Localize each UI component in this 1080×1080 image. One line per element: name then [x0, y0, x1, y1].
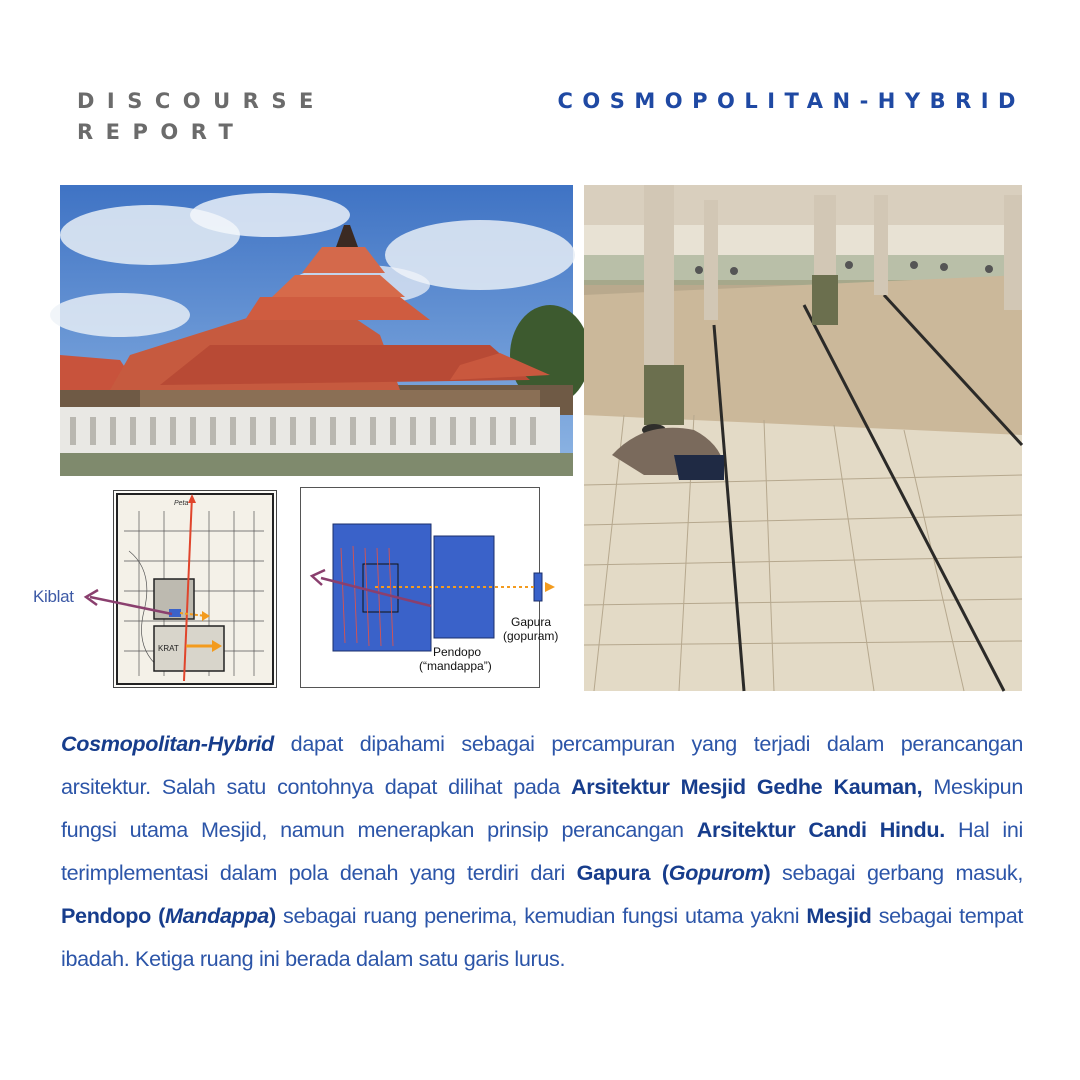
mosque-interior-photo: [584, 185, 1022, 691]
page-title: COSMOPOLITAN-HYBRID: [557, 89, 1025, 113]
text-span: Gopurom: [668, 860, 764, 885]
map-title: Peta: [174, 500, 189, 507]
report-label-line1: DISCOURSE: [77, 89, 326, 113]
gapura-label-line2: (gopuram): [503, 629, 559, 643]
term-cosmopolitan-hybrid: Cosmopolitan-Hybrid: [61, 731, 274, 756]
text-span: sebagai tempat ibadah. Ketiga ruang ini berada dalam satu garis lurus.: [61, 903, 1024, 971]
mosque-exterior-photo: [60, 185, 573, 476]
report-label: [77, 86, 326, 148]
term-mesjid: Mesjid: [806, 903, 872, 928]
text-span: Gapura (: [576, 860, 669, 885]
term-mesjid-gedhe-kauman: Arsitektur Mesjid Gedhe Kauman,: [571, 774, 923, 799]
text-span: Hal ini terimplementasi dalam pola denah yang terdiri dari: [61, 817, 1023, 885]
body-paragraph: [61, 722, 1023, 980]
city-map-image: [113, 490, 277, 688]
term-gapura: [577, 860, 771, 885]
text-span: ): [268, 903, 276, 928]
pendopo-label-line1: Pendopo: [433, 645, 482, 659]
text-span: ): [763, 860, 771, 885]
text-span: Pendopo (: [61, 903, 165, 928]
pendopo-label-line2: (“mandappa”): [419, 659, 492, 673]
text-span: sebagai ruang penerima, kemudian fungsi utama yakni: [275, 903, 807, 928]
text-span: dapat dipahami sebagai percampuran yang terjadi dalam perancangan arsitektur. Salah satu contohnya dapat dilihat pada: [61, 731, 1023, 799]
term-candi-hindu: Arsitektur Candi Hindu.: [696, 817, 945, 842]
text-span: Mandappa: [164, 903, 269, 928]
text-span: Meskipun fungsi utama Mesjid, namun menerapkan prinsip perancangan: [61, 774, 1023, 842]
layout-diagram: [300, 487, 559, 688]
gapura-label-line1: Gapura: [511, 615, 552, 629]
report-label-line2: REPORT: [77, 120, 246, 144]
map-kraton-label: KRAT: [158, 644, 179, 653]
text-span: sebagai gerbang masuk,: [770, 860, 1024, 885]
term-pendopo: [61, 903, 276, 928]
kiblat-label: Kiblat: [33, 587, 74, 606]
